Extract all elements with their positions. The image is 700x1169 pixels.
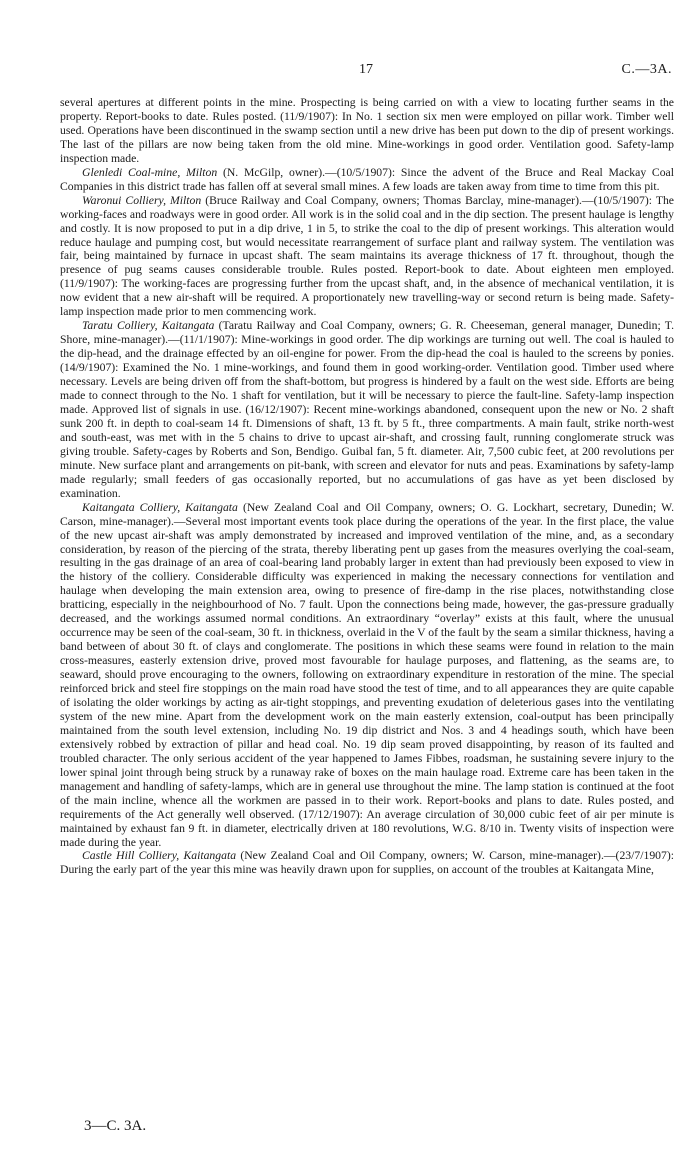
paragraph-text: (Taratu Railway and Coal Company, owners; G. R. Cheeseman, general manager, Dunedin; T. Shore, mine-manager).—(11/1/1907): Mine-workings in good order. The dip workings are turning out well. The coal is hauled to the dip-head, and the drainage effected by an oil-engine for power. From the dip-head the coal is hauled to the screens by ponies. (14/9/1907): Examined the No. 1 mine-workings, and found them in good working-order. Ventilation good. Timber used where necessary. Levels are being driven off from the shaft-bottom, but progress is hindered by a fault on the west side. Efforts are being made to connect through to the No. 1 shaft for ventilation, but it will be necessary to pierce the fault-line. Safety-lamp inspection made. Approved list of signals in use. (16/12/1907): Recent mine-workings abandoned, consequent upon the new or No. 2 shaft sunk 200 ft. in depth to coal-seam 14 ft. Dimensions of shaft, 13 ft. by 5 ft., three compartments. A main fault, strike north-west and south-east, was met with in the 5 chains to drive to upcast air-shaft, and crossing fault, running conglomerate struck was giving trouble. Safety-cages by Roberts and Son, Bendigo. Guibal fan, 5 ft. diameter. Air, 7,500 cubic feet, at 200 revolutions per minute. New surface plant and arrangements on pit-bank, with screen and elevator for nuts and peas. Examinations by safety-lamp made regularly; small feeders of gas occasionally reported, but no accumulations of gas have as yet been disclosed by examination. bbox=[60, 319, 674, 500]
paragraph-waronui bbox=[60, 194, 674, 320]
paragraph-text: (N. McGilp, owner).—(10/5/1907): Since the advent of the Bruce and Real Mackay Coal Companies in this district trade has fallen off at several small mines. A few loads are taken away from time to time from this pit. bbox=[60, 165, 674, 193]
paragraph-text: several apertures at different points in the mine. Prospecting is being carried on with a view to locating further seams in the property. Report-books to date. Rules posted. (11/9/1907): In No. 1 section six men were employed on pillar work. Timber well used. Operations have been discontinued in the swamp section until a new drive has been put down to the dip of present workings. The last of the pillars are now being taken from the old mine. Mine-workings in good order. Ventilation good. Safety-lamp inspection made. bbox=[60, 96, 674, 165]
paragraph-text: (New Zealand Coal and Oil Company, owners; O. G. Lockhart, secretary, Dunedin; W. Carson, mine-manager).—Several most important events took place during the operations of the year. In the first place, the value of the new upcast air-shaft was amply demonstrated by increased and improved ventilation of the mine, and, as a secondary consideration, by reason of the piercing of the strata, thereby liberating pent up gases from the measures overlying the coal-seam, resulting in the gas drainage of an area of coal-bearing land probably larger in extent than had previously been exposed to view in the history of the colliery. Considerable difficulty was experienced in making the necessary connections for ventilation and haulage when developing the main extension area, owing to presence of fire-damp in the rise places, notwithstanding close bratticing, especially in the neighbourhood of No. 7 fault. Upon the connections being made, however, the gas-pressure gradually decreased, and the workings assumed normal conditions. An extraordinary “overlay” exists at this fault, where the unusual occurrence may be seen of the coal-seam, 30 ft. in thickness, overlaid in the V of the fault by the seam a similar thickness, having a band between of about 30 ft. of clays and conglomerate. The positions in which these seams were found in relation to the main cross-measures, easterly extension drive, proved most favourable for haulage purposes, and flattening, as the seams are, to seaward, should prove encouraging to the owners, following on extraordinary expenditure in restoration of the mine. The special reinforced brick and steel fire stoppings on the main road have stood the test of time, and to all appearances they are quite capable of isolating the older workings by acting as air-tight stoppings, and preventing exudation of deleterious gases into the ventilating system of the new mine. Apart from the development work on the main easterly extension, coal-output has been principally maintained from the south level extension, including No. 19 dip district and Nos. 3 and 4 headings south, which have been extensively robbed by extraction of pillar and head coal. No. 19 dip seam proved disappointing, by reason of its faulted and troubled character. The only serious accident of the year happened to James Fibbes, roadsman, he sustaining severe injury to the lower spinal joint through being struck by a runaway rake of boxes on the main haulage road. Extreme care has been taken in the management and handling of safety-lamps, which are in general use throughout the mine. The lamp station is continued at the foot of the main incline, whence all the workmen are passed in to their work. Report-books and plans to date. Rules posted, and requirements of the Act generally well observed. (17/12/1907): An average circulation of 30,000 cubic feet of air per minute is maintained by exhaust fan 9 ft. in diameter, electrically driven at 180 revolutions, W.G. 8/10 in. Twenty visits of inspection were made during the year. bbox=[60, 500, 674, 849]
paragraph-text: (New Zealand Coal and Oil Company, owners; W. Carson, mine-manager).—(23/7/1907): During the early part of the year this mine was heavily drawn upon for supplies, on account of the troubles at Kaitangata Mine, bbox=[60, 849, 674, 877]
paragraph-text: (Bruce Railway and Coal Company, owners; Thomas Barclay, mine-manager).—(10/5/1907): The working-faces and roadways were in good order. All work is in the solid coal and in the dip section. The present haulage is lengthy and costly. It is now proposed to put in a dip drive, 1 in 5, to strike the coal to the dip of present workings. This alteration would reduce haulage and pumping cost, but would necessitate rearrangement of surface plant and railway system. The ventilation was fair, being maintained by furnace in upcast shaft. The seam maintains its average thickness of 17 ft. throughout, though the presence of pug seams causes considerable trouble. Rules posted. Report-book to date. About eighteen men employed. (11/9/1907): The working-faces are progressing further from the upcast shaft, and, in the absence of mechanical ventilation, it is now evident that a new air-shaft will be required. A proportionately new travelling-way or second return is being made. Safety-lamp inspection made prior to men commencing work. bbox=[60, 193, 674, 319]
colliery-name: Glenledi Coal-mine, Milton bbox=[82, 165, 218, 179]
colliery-name: Kaitangata Colliery, Kaitangata bbox=[82, 500, 238, 514]
colliery-name: Waronui Colliery, Milton bbox=[82, 193, 202, 207]
colliery-name: Taratu Colliery, Kaitangata bbox=[82, 319, 215, 333]
report-body bbox=[60, 96, 674, 877]
paragraph-castle-hill bbox=[60, 849, 674, 877]
document-reference: C.—3A. bbox=[621, 62, 672, 77]
page-number: 17 bbox=[359, 62, 373, 77]
paragraph-taratu bbox=[60, 319, 674, 500]
paragraph-kaitangata bbox=[60, 501, 674, 850]
colliery-name: Castle Hill Colliery, Kaitangata bbox=[82, 849, 237, 863]
page-header bbox=[60, 62, 672, 82]
paragraph-continuation bbox=[60, 96, 674, 166]
paragraph-glenledi bbox=[60, 166, 674, 194]
page-signature: 3—C. 3A. bbox=[84, 1118, 147, 1134]
